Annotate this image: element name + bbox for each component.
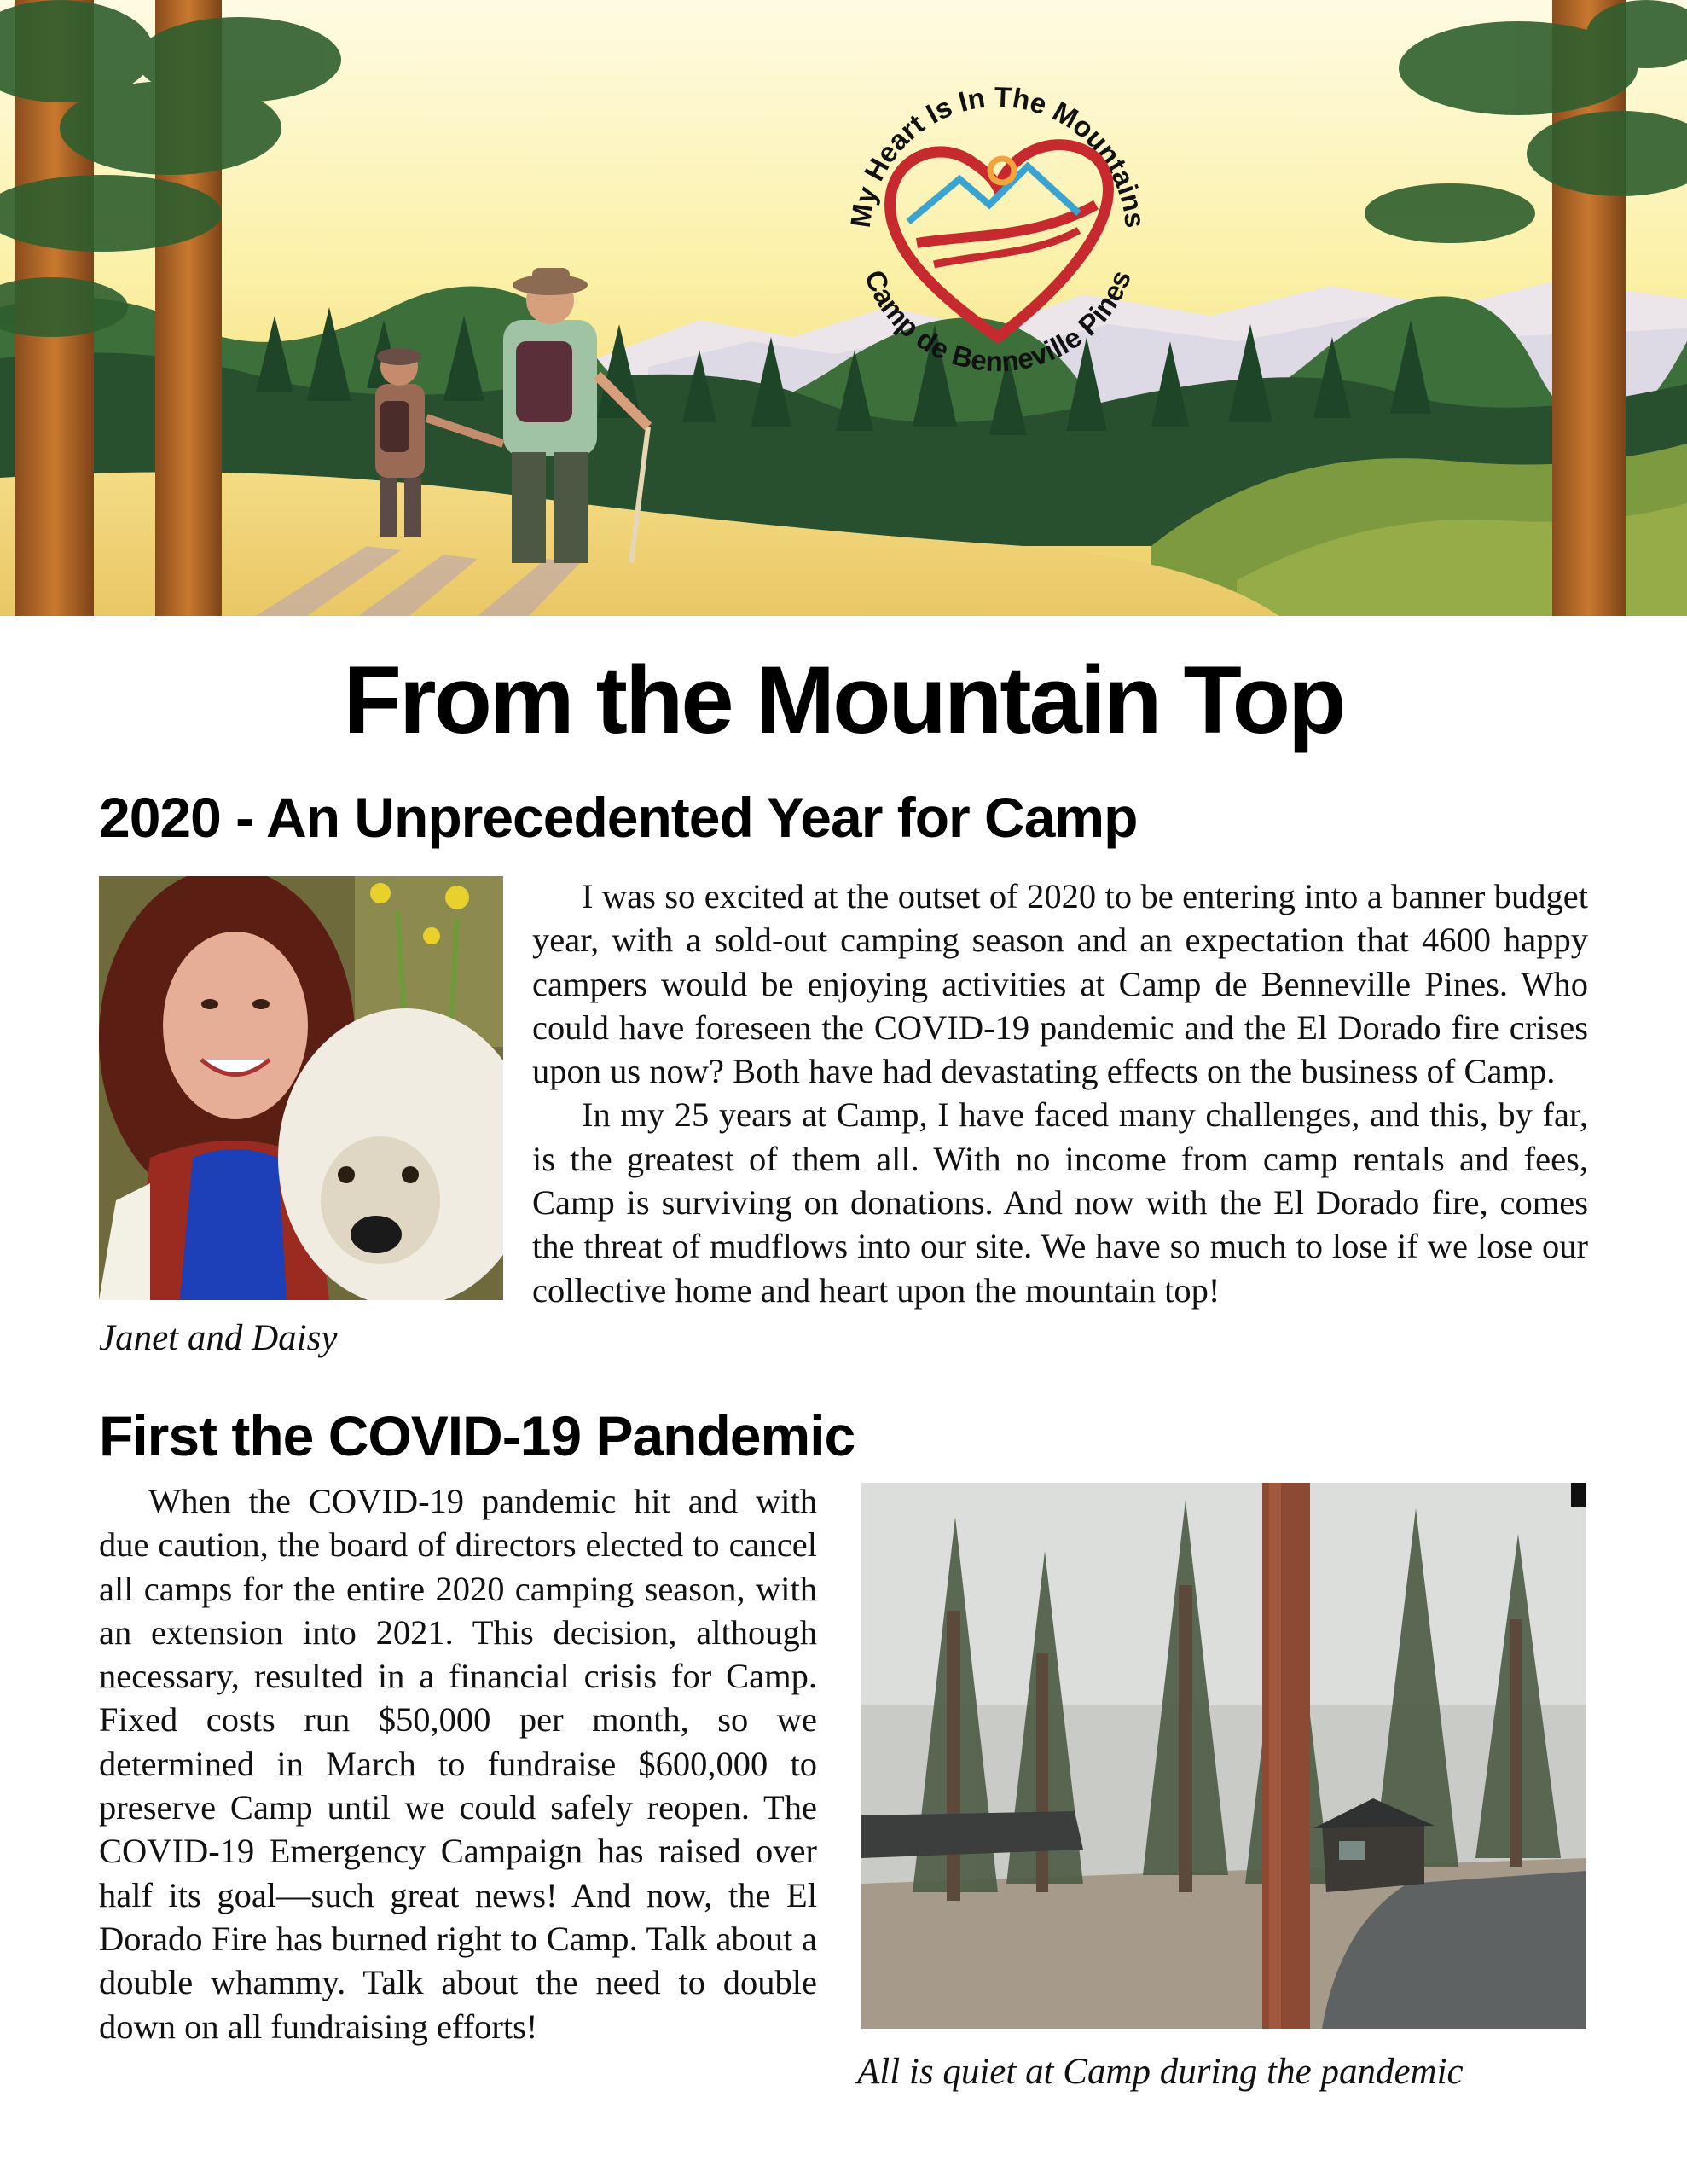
article-body bbox=[99, 1479, 817, 2048]
camp-logo bbox=[823, 51, 1173, 401]
logo-arc-top-text: My Heart Is In The Mountains bbox=[844, 80, 1151, 229]
paragraph: I was so excited at the outset of 2020 to be entering into a banner budget year, with a sold-out camping season and an expectation that 4600 happy campers would be enjoying activities at Camp de Benneville Pines. Who could have foreseen the COVID-19 pandemic and the El Dorado fire crises upon us now? Both have had devastating effects on the business of Camp. bbox=[532, 877, 1588, 1091]
photo-caption: Janet and Daisy bbox=[99, 1318, 338, 1358]
photo-camp-forest bbox=[861, 1483, 1586, 2029]
page-title: From the Mountain Top bbox=[343, 647, 1344, 753]
logo-arc-bottom-text: Camp de Benneville Pines bbox=[858, 265, 1138, 378]
section-heading: 2020 - An Unprecedented Year for Camp bbox=[99, 786, 1138, 849]
section-heading: First the COVID-19 Pandemic bbox=[99, 1404, 855, 1467]
photo-janet-and-daisy bbox=[99, 876, 503, 1300]
photo-caption: All is quiet at Camp during the pandemic bbox=[857, 2052, 1464, 2092]
heart-icon bbox=[890, 145, 1109, 337]
paragraph: In my 25 years at Camp, I have faced many challenges, and this, by far, is the greatest of them all. With no income from camp rentals and fees, Camp is surviving on donations. And now with the El Dorado fire, comes the threat of mudflows into our site. We have so much to lose if we lose our collective home and heart upon the mountain top! bbox=[532, 1095, 1588, 1310]
article-body bbox=[532, 874, 1588, 1312]
paragraph: When the COVID-19 pandemic hit and with due caution, the board of directors elected to cancel all camps for the entire 2020 camping season, with an extension into 2021. This decision, although necessary, resulted in a financial crisis for Camp. Fixed costs run $50,000 per month, so we determined in March to fundraise $600,000 to preserve Camp until we could safely reopen. The COVID-19 Emergency Campaign has raised over half its goal—such great news! And now, the El Dorado Fire has burned right to Camp. Talk about a double whammy. Talk about the need to double down on all fundraising efforts! bbox=[99, 1482, 817, 2046]
